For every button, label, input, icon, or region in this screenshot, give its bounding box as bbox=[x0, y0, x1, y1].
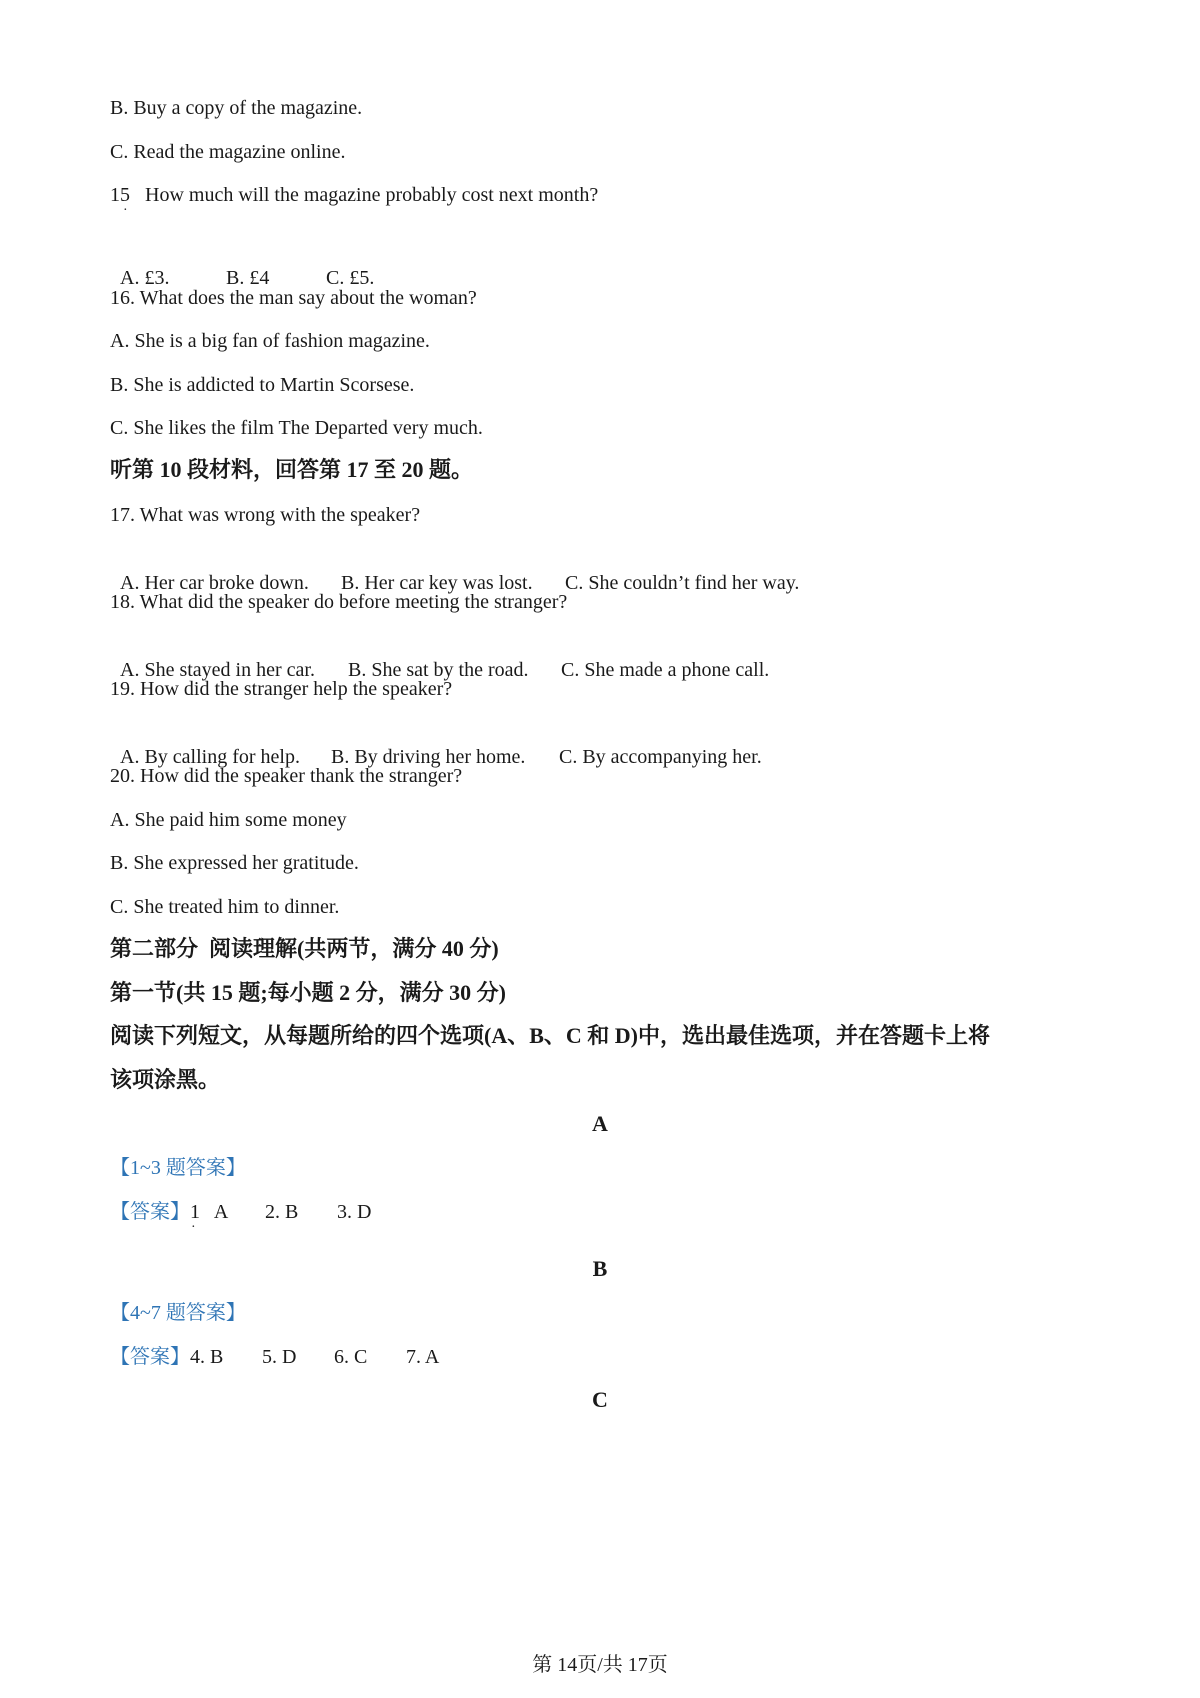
answers-4-7-title: 【4~7 题答案】 bbox=[110, 1302, 246, 1324]
option-a: A. £3. bbox=[120, 267, 170, 289]
answer-6: 6. C bbox=[334, 1346, 368, 1368]
question-19-options bbox=[110, 721, 762, 769]
option-b-buy-copy: B. Buy a copy of the magazine. bbox=[110, 97, 363, 119]
answer-7: 7. A bbox=[406, 1346, 440, 1368]
option-b: B. She sat by the road. bbox=[348, 659, 529, 681]
question-15-options bbox=[110, 242, 374, 290]
option-c: C. By accompanying her. bbox=[559, 746, 762, 768]
passage-a-heading: A bbox=[592, 1111, 608, 1136]
page-footer: 第 14页/共 17页 bbox=[532, 1654, 668, 1676]
answer-1: 1 A bbox=[190, 1201, 229, 1223]
question-20-option-b: B. She expressed her gratitude. bbox=[110, 852, 359, 874]
question-20-option-c: C. She treated him to dinner. bbox=[110, 896, 340, 918]
section-1-heading: 第一节(共 15 题;每小题 2 分，满分 30 分) bbox=[110, 980, 506, 1005]
instructions-line-2: 该项涂黑。 bbox=[110, 1067, 221, 1092]
question-16-option-b: B. She is addicted to Martin Scorsese. bbox=[110, 374, 415, 396]
answers-1-3-title: 【1~3 题答案】 bbox=[110, 1157, 246, 1179]
answer-2: 2. B bbox=[265, 1201, 299, 1223]
option-c: C. She couldn’t find her way. bbox=[565, 572, 800, 594]
option-b: B. £4 bbox=[226, 267, 270, 289]
question-16-option-c: C. She likes the film The Departed very much. bbox=[110, 417, 483, 439]
question-15: 15 How much will the magazine probably cost next month? bbox=[110, 184, 599, 206]
option-c: C. She made a phone call. bbox=[561, 659, 770, 681]
answer-tag: 【答案】 bbox=[110, 1201, 190, 1223]
option-b: B. Her car key was lost. bbox=[341, 572, 533, 594]
option-a: A. Her car broke down. bbox=[120, 572, 309, 594]
passage-c-heading: C bbox=[592, 1387, 608, 1412]
dot-mark: · bbox=[191, 1220, 196, 1235]
dot-mark: · bbox=[123, 203, 128, 218]
question-19: 19. How did the stranger help the speaker? bbox=[110, 678, 453, 700]
section-10-heading: 听第 10 段材料，回答第 17 至 20 题。 bbox=[110, 457, 474, 482]
answers-4-7 bbox=[110, 1345, 439, 1369]
question-18: 18. What did the speaker do before meeting the stranger? bbox=[110, 591, 568, 613]
option-c-read-online: C. Read the magazine online. bbox=[110, 141, 346, 163]
question-17: 17. What was wrong with the speaker? bbox=[110, 504, 421, 526]
answer-3: 3. D bbox=[337, 1201, 372, 1223]
option-c: C. £5. bbox=[326, 267, 375, 289]
question-17-options bbox=[110, 547, 799, 595]
part-2-heading: 第二部分 阅读理解(共两节，满分 40 分) bbox=[110, 936, 499, 961]
answer-4: 4. B bbox=[190, 1346, 224, 1368]
answer-tag: 【答案】 bbox=[110, 1346, 190, 1368]
question-16-option-a: A. She is a big fan of fashion magazine. bbox=[110, 330, 430, 352]
answer-5: 5. D bbox=[262, 1346, 297, 1368]
passage-b-heading: B bbox=[592, 1256, 608, 1281]
question-18-options bbox=[110, 634, 769, 682]
option-b: B. By driving her home. bbox=[331, 746, 526, 768]
question-16: 16. What does the man say about the woman? bbox=[110, 287, 477, 309]
question-20: 20. How did the speaker thank the stranger? bbox=[110, 765, 463, 787]
answers-1-3 bbox=[110, 1200, 371, 1224]
question-20-option-a: A. She paid him some money bbox=[110, 809, 347, 831]
option-a: A. She stayed in her car. bbox=[120, 659, 315, 681]
instructions-line-1: 阅读下列短文，从每题所给的四个选项(A、B、C 和 D)中，选出最佳选项，并在答题卡上将 bbox=[110, 1023, 990, 1048]
option-a: A. By calling for help. bbox=[120, 746, 300, 768]
